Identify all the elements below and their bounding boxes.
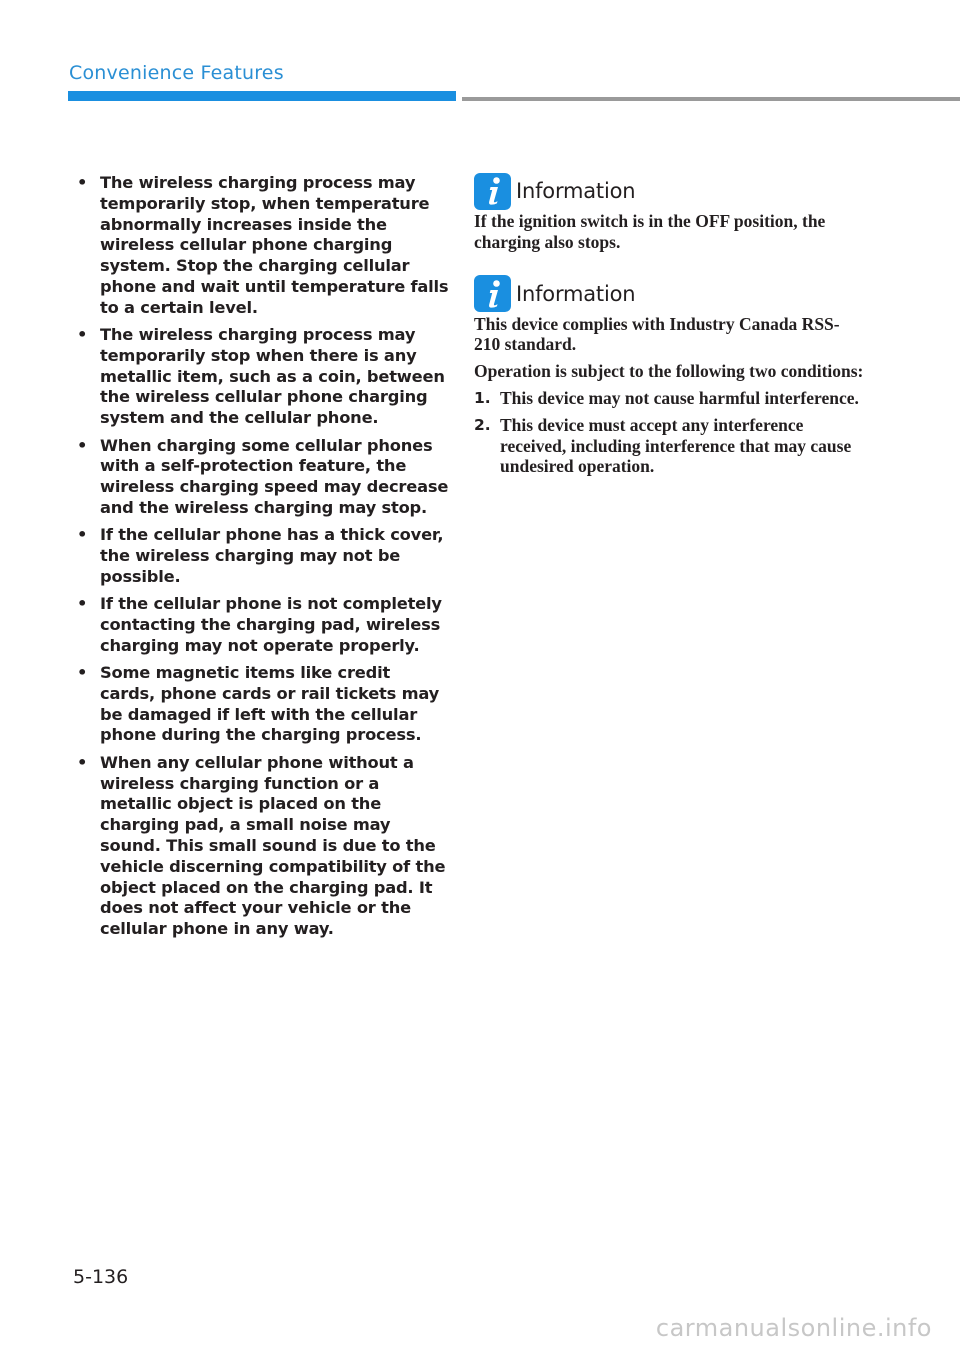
info-icon (474, 275, 511, 312)
information-box-compliance (474, 275, 864, 478)
bullet-text: The wireless charging process may temporarily stop, when temperature abnormally increases inside the wireless cellular phone charging system. Stop the charging cellular phone and wait until temperature falls to a certain level. (100, 173, 449, 317)
condition-text: This device must accept any interference received, including interference that may cause undesired operation. (500, 414, 852, 477)
info-icon (474, 173, 511, 210)
conditions-list (474, 388, 864, 477)
list-number: 1. (474, 388, 491, 407)
bullet-text: If the cellular phone has a thick cover, the wireless charging may not be possible. (100, 525, 444, 586)
compliance-statement: This device complies with Industry Canada RSS-210 standard. (474, 313, 840, 355)
bullet-marker: • (77, 752, 88, 772)
condition-text: This device may not cause harmful interference. (500, 387, 859, 408)
information-box-ignition (474, 172, 864, 253)
information-heading (474, 275, 864, 313)
bullet-marker: • (77, 325, 88, 345)
information-title: Information (516, 179, 636, 203)
info-icon-glyph (482, 279, 504, 309)
bullet-text: Some magnetic items like credit cards, phone cards or rail tickets may be damaged if left with the cellular phone during the charging process. (100, 663, 440, 745)
bullet-text: The wireless charging process may temporarily stop when there is any metallic item, such as a coin, between the wireless cellular phone charging system and the cellular phone. (100, 325, 445, 428)
caution-bullet-list (74, 173, 449, 940)
list-item (74, 663, 449, 746)
page-number: 5-136 (73, 1266, 129, 1288)
information-title: Information (516, 281, 636, 306)
right-column (474, 172, 864, 499)
header-divider-rule (462, 97, 960, 101)
list-item (74, 525, 449, 587)
list-item (74, 594, 449, 656)
list-item (74, 325, 449, 429)
header-accent-rule (68, 91, 456, 101)
information-heading (474, 172, 864, 210)
bullet-marker: • (77, 173, 88, 192)
bullet-marker: • (77, 594, 88, 614)
watermark: carmanualsonline.info (655, 1314, 932, 1342)
bullet-text: When any cellular phone without a wireless charging function or a metallic object is placed on the charging pad, a small noise may sound. This small sound is due to the vehicle discerning compatibility of the object placed on the charging pad. It does not affect your vehicle or the cellular phone in any way. (100, 752, 446, 939)
bullet-marker: • (77, 525, 88, 545)
list-item (74, 436, 449, 519)
bullet-text: When charging some cellular phones with a self-protection feature, the wireless charging speed may decrease and the wireless charging may stop. (100, 435, 449, 517)
bullet-marker: • (77, 663, 88, 683)
info-icon-glyph (482, 176, 504, 206)
conditions-intro: Operation is subject to the following two conditions: (474, 361, 864, 382)
bullet-marker: • (77, 435, 88, 455)
list-item (474, 388, 864, 409)
list-number: 2. (474, 415, 491, 434)
bullet-text: If the cellular phone is not completely contacting the charging pad, wireless charging may not operate properly. (100, 594, 442, 655)
left-column (74, 173, 449, 946)
list-item (474, 415, 864, 477)
information-text: If the ignition switch is in the OFF position, the charging also stops. (474, 211, 826, 252)
section-title: Convenience Features (69, 62, 284, 84)
list-item (74, 753, 449, 940)
list-item (74, 173, 449, 319)
